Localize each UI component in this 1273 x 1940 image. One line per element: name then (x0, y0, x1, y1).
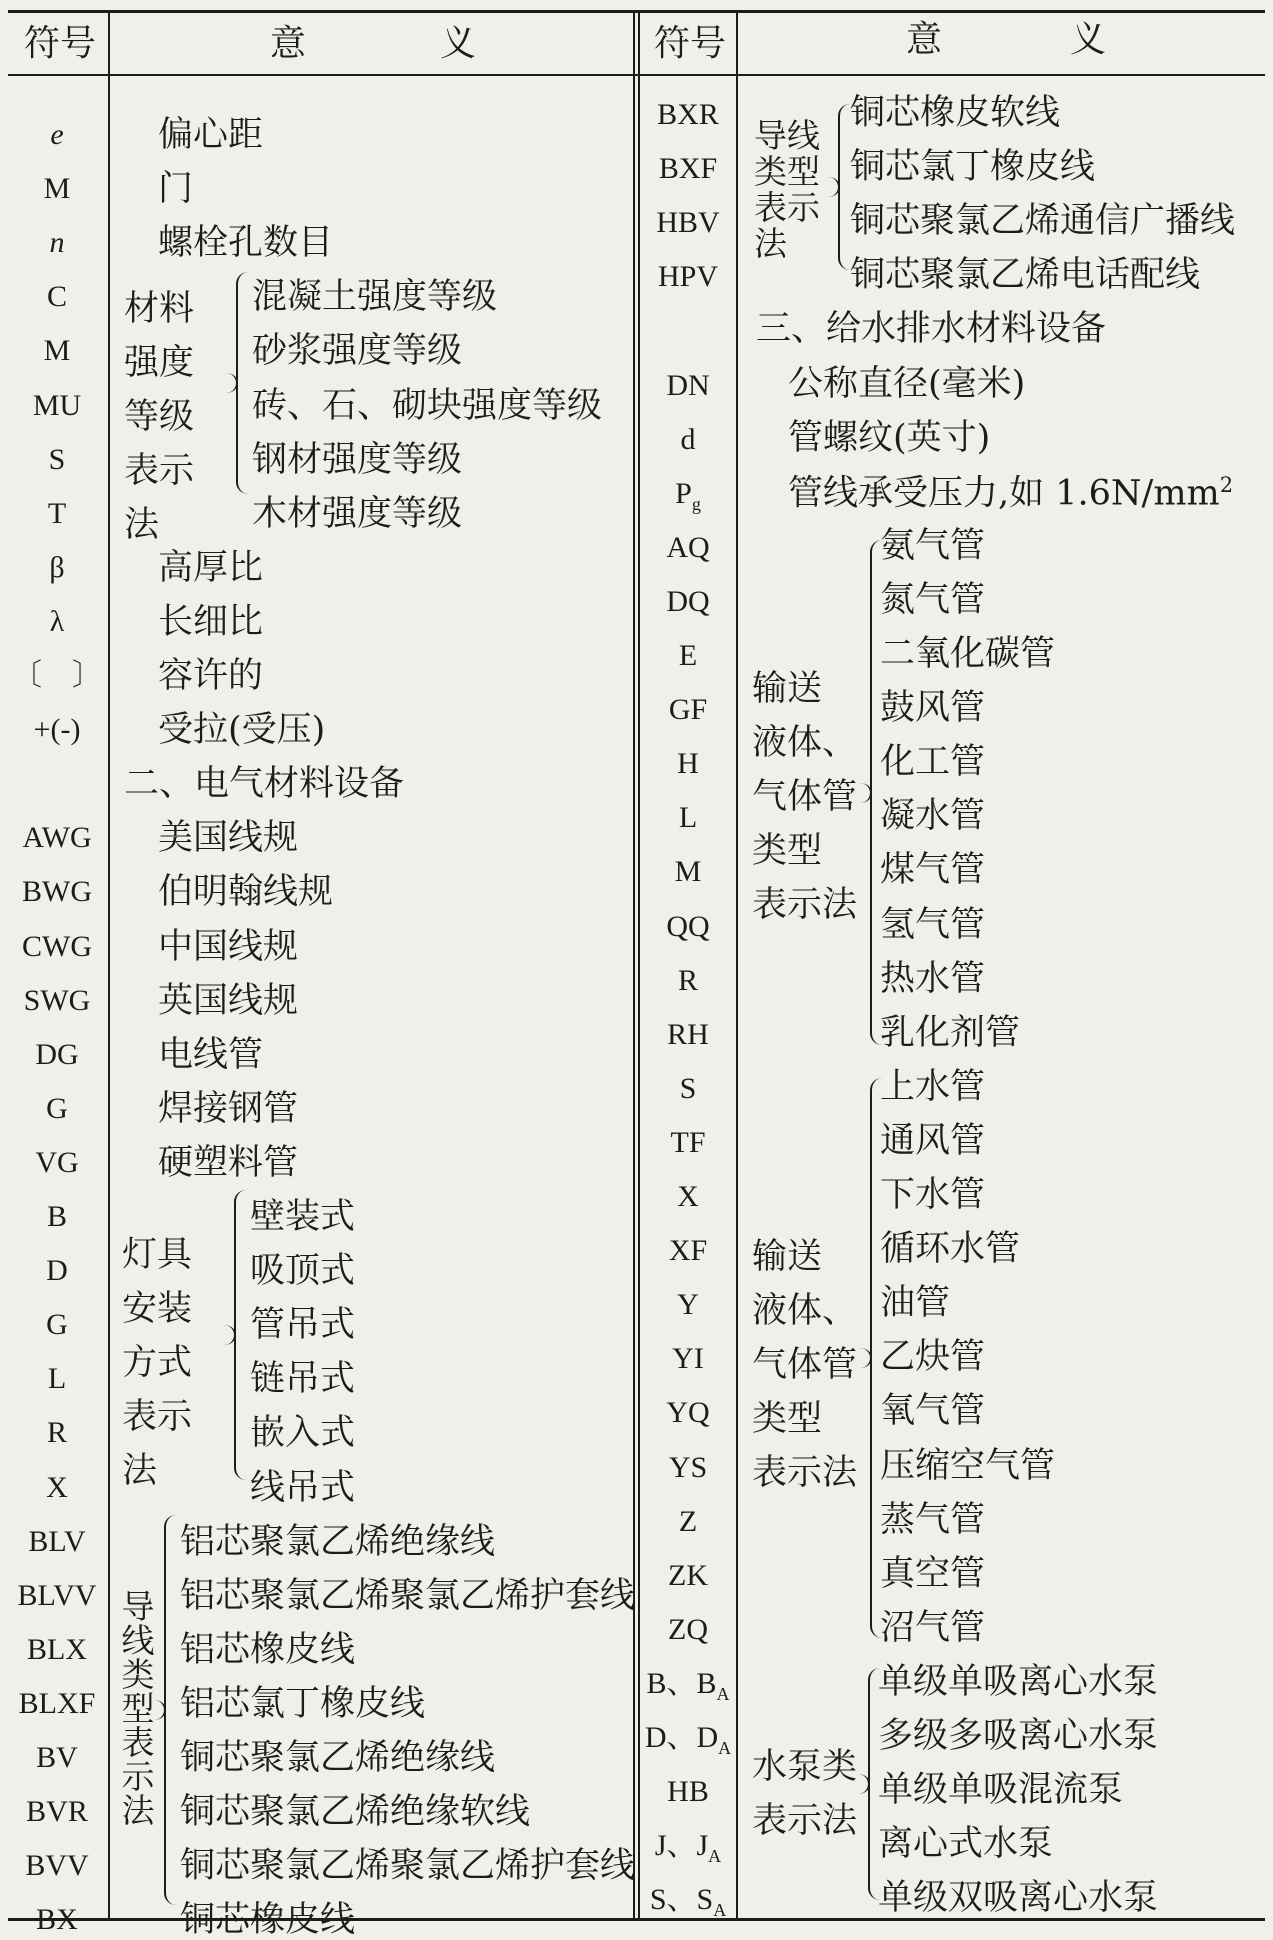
right-row-symbol (679, 803, 697, 833)
right-row-meaning-superscript: 2 (1219, 472, 1234, 497)
left-row-symbol: BLVV (17, 1578, 97, 1612)
group-lamp-label (122, 1228, 212, 1498)
right-row-symbol-text: R (677, 963, 699, 997)
left-row-meaning: 铜芯聚氯乙烯聚氯乙烯护套线 (180, 1846, 636, 1887)
right-row-symbol (666, 909, 710, 943)
right-row-meaning (880, 579, 986, 620)
group-gas1-line: 液体、 (752, 723, 858, 763)
group-wire-right-brace (838, 104, 850, 270)
right-row-meaning (880, 1175, 986, 1215)
right-row-meaning-text: 管线承受压力,如 1.6N/mm (788, 473, 1220, 514)
right-row-meaning-text: 二氧化碳管 (880, 634, 1056, 674)
right-row-symbol-text: BXR (657, 98, 719, 131)
table-top-rule (8, 10, 1265, 13)
left-row-meaning: 电线管 (158, 1034, 264, 1075)
left-row-symbol: M (43, 172, 71, 206)
right-row-symbol-text: YS (668, 1450, 708, 1484)
right-row-symbol (646, 1666, 730, 1704)
left-row-meaning: 钢材强度等级 (252, 439, 463, 480)
right-row-symbol-text: D、D (644, 1721, 719, 1754)
right-row-symbol (677, 1290, 699, 1320)
right-row-meaning-text: 上水管 (880, 1066, 986, 1107)
group-wire-left-label: 导线类型表示法 (121, 1587, 155, 1830)
right-row-symbol-text: Y (677, 1288, 699, 1322)
group-pump-line: 水泵类 (752, 1747, 858, 1787)
group-gas2-line: 输送 (752, 1237, 823, 1277)
header-right-meaning-2: 义 (1070, 19, 1107, 60)
group-lamp-line: 灯具 (122, 1235, 193, 1275)
right-row-meaning-text: 铜芯橡皮软线 (850, 93, 1061, 133)
right-row-symbol-text: DN (666, 368, 710, 402)
right-row-symbol-subscript: A (713, 1900, 727, 1921)
group-wire-right-label (754, 118, 820, 262)
left-row-meaning: 铝芯聚氯乙烯聚氯乙烯护套线 (180, 1575, 636, 1616)
group-gas1-brace (870, 540, 882, 1045)
right-row-symbol (667, 1777, 709, 1807)
right-row-meaning-text: 热水管 (880, 958, 986, 999)
right-row-meaning (880, 1283, 951, 1324)
right-row-meaning-text: 化工管 (880, 742, 986, 783)
right-row-meaning (850, 255, 1201, 296)
left-row-symbol: β (49, 550, 65, 584)
right-row-symbol-text: DQ (666, 584, 710, 618)
right-row-symbol-text: HB (667, 1775, 709, 1809)
group-gas2-brace (870, 1078, 882, 1638)
right-row-symbol-subscript: A (716, 1683, 730, 1704)
left-row-meaning: 木材强度等级 (252, 493, 463, 534)
right-row-symbol-text: AQ (666, 530, 710, 564)
left-row-meaning: 壁装式 (250, 1197, 356, 1237)
left-row-symbol: e (50, 118, 64, 151)
right-row-symbol (657, 100, 719, 130)
left-row-symbol: B (46, 1200, 68, 1233)
left-row-symbol: BLV (28, 1524, 86, 1558)
right-row-symbol-text: TF (670, 1125, 706, 1159)
left-row-meaning: 中国线规 (158, 926, 299, 967)
left-row-meaning: 焊接钢管 (158, 1088, 299, 1129)
group-wire-right-line: 导线 (754, 116, 820, 155)
right-row-symbol-text: d (680, 422, 696, 456)
header-left-symbol: 符号 (24, 23, 97, 64)
group-lamp-line: 安装 (122, 1289, 193, 1329)
right-symbol-divider (736, 10, 738, 1921)
right-row-symbol (667, 1017, 709, 1051)
left-row-symbol: BWG (22, 875, 92, 909)
left-row-meaning: 门 (158, 169, 194, 210)
right-row-meaning-text: 下水管 (880, 1175, 986, 1215)
right-row-meaning-text: 鼓风管 (880, 688, 986, 729)
right-row-symbol (666, 530, 710, 564)
group-lamp-line: 表示法 (122, 1397, 193, 1491)
left-row-symbol: n (49, 226, 65, 260)
right-row-symbol-text: B、B (646, 1666, 717, 1700)
right-row-meaning-text: 蒸气管 (880, 1499, 986, 1540)
right-row-symbol (669, 1236, 707, 1266)
right-row-symbol-text: YQ (666, 1396, 710, 1430)
left-row-meaning: 链吊式 (250, 1359, 356, 1400)
right-row-symbol (669, 695, 707, 725)
right-row-meaning-text: 氢气管 (880, 904, 986, 945)
right-row-meaning-text: 乙炔管 (880, 1337, 986, 1378)
left-row-symbol: BLX (27, 1632, 87, 1666)
left-row-symbol: R (46, 1416, 68, 1450)
right-row-meaning-text: 真空管 (880, 1553, 986, 1594)
right-row-meaning-text: 乳化剂管 (880, 1012, 1021, 1053)
right-row-symbol-subscript: A (718, 1738, 732, 1758)
group-wire-right-line: 类型 (754, 152, 820, 191)
right-row-symbol-text: J、J (654, 1829, 709, 1863)
right-row-meaning (880, 634, 1056, 674)
right-row-symbol-text: QQ (666, 909, 710, 943)
right-row-symbol-text: E (678, 639, 698, 672)
right-row-meaning (880, 1445, 1056, 1486)
right-row-meaning (850, 147, 1096, 188)
right-row-meaning (880, 525, 986, 566)
left-row-meaning: 铜芯聚氯乙烯绝缘线 (180, 1738, 496, 1778)
right-row-symbol-text: BXF (658, 152, 718, 186)
group-gas1-line: 气体管 (752, 777, 858, 817)
center-divider (633, 10, 635, 1921)
right-row-meaning-text: 铜芯氯丁橡皮线 (850, 147, 1096, 188)
right-row-meaning-text: 多级多吸离心水泵 (878, 1716, 1159, 1756)
group-pump-brace (868, 1668, 880, 1900)
right-row-meaning-text: 通风管 (880, 1120, 986, 1161)
group-gas1-line: 输送 (752, 669, 823, 709)
group-gas2-line: 表示法 (752, 1453, 858, 1493)
right-row-symbol-text: H (677, 747, 699, 781)
right-row-symbol-text: XF (668, 1234, 708, 1268)
left-row-symbol: C (46, 280, 68, 314)
right-row-symbol (677, 1182, 699, 1212)
right-row-symbol (666, 368, 710, 402)
right-row-meaning-text: 单级双吸离心水泵 (878, 1878, 1159, 1919)
right-row-meaning (788, 472, 1234, 514)
left-row-meaning: 硬塑料管 (158, 1142, 299, 1183)
right-row-symbol-text: X (677, 1180, 699, 1213)
right-row-meaning (880, 1553, 986, 1594)
group-material-brace (236, 272, 248, 494)
group-gas2-line: 气体管 (752, 1345, 858, 1385)
right-row-symbol-text: Z (678, 1504, 698, 1538)
right-row-meaning (880, 1120, 986, 1161)
left-row-symbol: G (46, 1308, 68, 1342)
right-row-symbol (668, 1612, 708, 1646)
right-row-meaning (880, 1066, 986, 1107)
right-row-symbol (658, 262, 718, 292)
right-row-symbol-text: ZQ (668, 1612, 708, 1646)
left-row-symbol: MU (32, 388, 82, 422)
right-row-symbol-text: L (678, 801, 698, 835)
right-row-meaning (880, 688, 986, 729)
left-row-symbol: BV (36, 1741, 78, 1774)
left-row-meaning: 铜芯橡皮线 (180, 1900, 356, 1940)
left-row-meaning: 砂浆强度等级 (252, 331, 463, 372)
right-row-symbol (675, 476, 701, 514)
right-row-symbol-text: S (679, 1071, 697, 1105)
group-gas2-line: 液体、 (752, 1291, 858, 1331)
right-row-symbol (666, 584, 710, 618)
right-row-meaning (850, 93, 1061, 133)
left-row-meaning: 嵌入式 (250, 1413, 356, 1454)
left-row-meaning: 英国线规 (158, 980, 299, 1021)
right-row-symbol-text: YI (672, 1342, 704, 1376)
group-material-line: 等级 (124, 397, 195, 437)
left-row-symbol: BLXF (18, 1686, 96, 1720)
left-row-meaning: 铝芯聚氯乙烯绝缘线 (180, 1521, 496, 1562)
section-heading (756, 309, 1107, 350)
group-pump-line: 表示法 (752, 1801, 858, 1841)
right-row-symbol (650, 1885, 726, 1919)
left-row-meaning: 容许的 (158, 656, 264, 696)
right-row-symbol (645, 1723, 731, 1757)
right-row-symbol (677, 749, 699, 779)
left-row-meaning: 高厚比 (158, 547, 264, 588)
left-row-symbol: X (46, 1470, 68, 1504)
left-row-meaning: 铝芯氯丁橡皮线 (180, 1683, 426, 1724)
left-row-symbol: BVR (26, 1795, 88, 1829)
left-row-meaning: 伯明翰线规 (158, 872, 334, 913)
right-row-symbol (670, 1125, 706, 1159)
group-lamp-line: 方式 (122, 1343, 193, 1383)
right-row-meaning (880, 1012, 1021, 1053)
left-row-symbol: VG (35, 1145, 79, 1179)
right-row-meaning-text: 氨气管 (880, 525, 986, 566)
right-row-meaning-text: 氧气管 (880, 1391, 986, 1432)
right-row-meaning (880, 742, 986, 783)
left-row-meaning: 铝芯橡皮线 (180, 1629, 356, 1670)
right-row-symbol (680, 422, 696, 456)
left-row-symbol: +(-) (33, 713, 81, 747)
right-row-meaning (878, 1716, 1159, 1756)
header-right-meaning-1: 意 (906, 19, 943, 60)
right-row-meaning-text: 铜芯聚氯乙烯通信广播线 (850, 201, 1236, 242)
left-row-meaning: 螺栓孔数目 (158, 223, 334, 264)
group-material-label (124, 282, 214, 552)
right-row-meaning-text: 管螺纹(英寸) (788, 417, 991, 458)
right-row-meaning (880, 1607, 986, 1648)
group-material-line: 表示法 (124, 451, 195, 545)
right-row-symbol-text: HPV (657, 260, 719, 294)
group-wire-right-line: 法 (754, 224, 787, 263)
right-row-meaning-text: 公称直径(毫米) (788, 363, 1026, 404)
left-symbol-divider (108, 10, 110, 1921)
right-row-symbol-text: M (674, 855, 702, 889)
group-wire-left-brace (164, 1515, 176, 1905)
left-row-symbol: G (46, 1091, 68, 1125)
right-row-symbol (675, 857, 702, 887)
right-row-symbol-text: HBV (656, 206, 720, 240)
right-row-symbol (659, 154, 717, 184)
right-row-symbol (677, 963, 699, 997)
right-row-meaning (878, 1661, 1159, 1702)
left-row-meaning: 管吊式 (250, 1305, 356, 1346)
header-rule (8, 74, 1265, 76)
right-row-meaning (880, 796, 986, 837)
right-row-symbol-text: GF (668, 693, 708, 727)
right-row-meaning (880, 958, 986, 999)
left-row-meaning: 混凝土强度等级 (252, 277, 498, 318)
right-row-meaning-text: 单级单吸离心水泵 (878, 1661, 1159, 1702)
left-row-meaning: 线吊式 (250, 1467, 356, 1508)
right-row-symbol (656, 208, 719, 238)
right-row-symbol (679, 1071, 697, 1105)
right-row-meaning (878, 1878, 1159, 1919)
group-gas2-line: 类型 (752, 1399, 823, 1439)
right-row-meaning (788, 417, 991, 458)
left-row-symbol: T (47, 496, 67, 530)
right-row-meaning (880, 1499, 986, 1540)
right-row-meaning-text: 煤气管 (880, 850, 986, 891)
left-row-meaning: 砖、石、砌块强度等级 (252, 385, 603, 426)
right-row-meaning-text: 循环水管 (880, 1229, 1021, 1270)
left-row-meaning: 偏心距 (158, 115, 264, 155)
right-row-symbol-text: ZK (668, 1558, 708, 1592)
group-pump-label (752, 1740, 857, 1848)
section-heading: 二、电气材料设备 (124, 764, 405, 805)
left-row-symbol: SWG (23, 983, 91, 1017)
left-row-symbol: D (46, 1254, 68, 1288)
right-row-meaning-text: 铜芯聚氯乙烯电话配线 (850, 255, 1201, 296)
right-row-symbol (678, 1504, 698, 1538)
left-row-meaning: 受拉(受压) (158, 710, 326, 751)
right-row-meaning-text: 沼气管 (880, 1607, 986, 1648)
right-row-meaning (880, 1337, 986, 1378)
left-row-meaning: 铜芯聚氯乙烯绝缘软线 (180, 1792, 531, 1833)
group-lamp-brace (234, 1190, 246, 1480)
left-row-symbol: S (48, 442, 66, 476)
right-row-symbol-text: S、S (649, 1883, 714, 1917)
left-row-symbol: DG (35, 1037, 79, 1071)
right-row-symbol (672, 1344, 704, 1374)
right-row-meaning-text: 单级单吸混流泵 (878, 1770, 1124, 1811)
right-row-symbol-subscript: A (708, 1846, 722, 1867)
right-row-meaning-text: 氮气管 (880, 579, 986, 620)
left-row-symbol: BX (36, 1903, 78, 1937)
right-row-meaning-text: 凝水管 (880, 796, 986, 837)
right-row-meaning (878, 1770, 1124, 1811)
header-right-symbol: 符号 (654, 23, 727, 64)
right-row-meaning (880, 904, 986, 945)
left-row-meaning: 吸顶式 (250, 1251, 356, 1292)
right-row-meaning-text: 压缩空气管 (880, 1445, 1056, 1486)
left-row-symbol: AWG (22, 821, 92, 855)
right-row-symbol (668, 1558, 708, 1592)
center-divider-2 (638, 10, 640, 1921)
left-row-symbol: λ (49, 604, 65, 638)
left-row-symbol: 〔 〕 (12, 659, 102, 692)
left-row-meaning: 长细比 (158, 601, 264, 642)
group-gas1-line: 类型 (752, 831, 823, 871)
right-row-symbol (666, 1398, 709, 1428)
group-material-line: 强度 (124, 343, 195, 383)
group-gas2-label (752, 1230, 857, 1500)
right-row-symbol-text: RH (667, 1017, 709, 1051)
right-row-meaning (880, 1391, 986, 1432)
left-row-symbol: L (47, 1362, 67, 1396)
header-left-meaning-1: 意 (270, 23, 307, 64)
group-gas1-line: 表示法 (752, 885, 858, 925)
right-row-meaning-text: 油管 (880, 1283, 951, 1324)
right-row-symbol (668, 1450, 708, 1484)
group-wire-right-line: 表示 (754, 188, 820, 227)
right-row-symbol (655, 1831, 721, 1865)
group-gas1-label (752, 662, 857, 932)
right-row-meaning-text: 离心式水泵 (878, 1824, 1054, 1865)
right-row-symbol (679, 641, 697, 671)
right-row-meaning (878, 1824, 1054, 1865)
left-row-symbol: CWG (22, 929, 92, 963)
right-row-symbol-subscript: g (691, 493, 701, 514)
right-row-meaning (788, 363, 1026, 404)
right-row-symbol-text: P (675, 476, 692, 510)
right-row-meaning (850, 201, 1236, 242)
left-row-meaning: 美国线规 (158, 818, 299, 859)
right-row-meaning (880, 1229, 1021, 1270)
header-left-meaning-2: 义 (440, 23, 477, 64)
right-row-meaning-text: 三、给水排水材料设备 (756, 309, 1107, 350)
left-row-symbol: BVV (25, 1849, 89, 1883)
group-material-line: 材料 (124, 289, 195, 329)
left-row-symbol: M (43, 334, 71, 368)
right-row-meaning (880, 850, 986, 891)
